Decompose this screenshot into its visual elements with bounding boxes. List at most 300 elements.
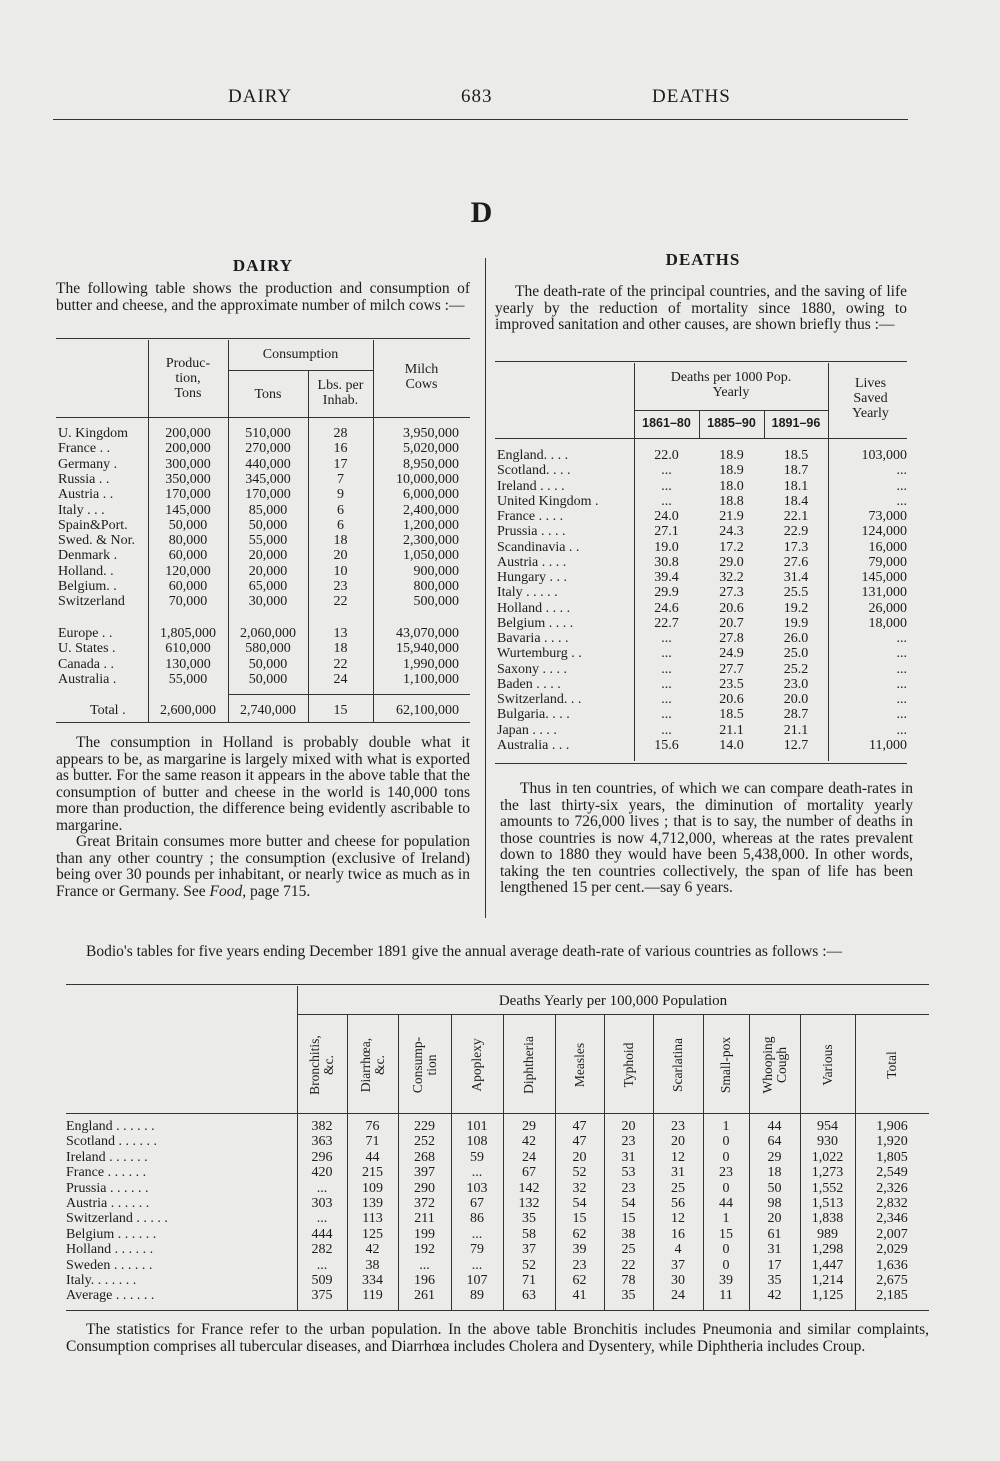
dairy-total-production: 2,600,000: [160, 703, 216, 718]
dairy-row: [56, 472, 470, 487]
bodio-cell-value: 296: [311, 1149, 333, 1165]
bodio-cell-value: 1,273: [811, 1165, 844, 1181]
bodio-cell-value: 989: [817, 1226, 838, 1242]
bodio-col-header: Consump- tion: [409, 1036, 439, 1094]
deaths-subhead-rule: [634, 410, 828, 411]
bodio-cell-value: 17: [767, 1257, 782, 1273]
bodio-cell-value: 2,185: [876, 1288, 908, 1304]
deaths-cell-saved: 79,000: [868, 554, 907, 570]
dairy-cell-production: 60,000: [168, 548, 208, 564]
bodio-cell-country: Scotland . . . . . .: [66, 1134, 157, 1150]
bodio-cell-value: 11: [719, 1288, 733, 1304]
bodio-col-header: Various: [819, 1044, 835, 1086]
deaths-cell-p3: 21.1: [783, 722, 809, 738]
deaths-title: DEATHS: [665, 250, 741, 269]
dairy-cell-lbs: 10: [333, 563, 348, 579]
deaths-cell-p3: 22.1: [783, 509, 809, 524]
bodio-cell-value: 107: [466, 1273, 488, 1288]
bodio-cell-country: Switzerland . . . . .: [66, 1211, 168, 1227]
bodio-cell-value: 39: [719, 1273, 733, 1288]
deaths-cell-p2: 29.0: [719, 554, 744, 570]
bodio-cell-value: 35: [767, 1273, 782, 1288]
bodio-cell-value: 444: [311, 1226, 333, 1242]
dairy-cell-country: Europe . .: [58, 626, 113, 641]
bodio-col-header: Apoplexy: [469, 1038, 484, 1092]
bodio-cell-country: Average . . . . . .: [66, 1288, 155, 1304]
bodio-cell-value: 2,549: [876, 1165, 908, 1181]
dairy-cell-lbs: 16: [333, 441, 348, 457]
bodio-cell-value: 29: [767, 1149, 782, 1165]
column-divider: [485, 258, 486, 918]
bodio-cell-value: 954: [817, 1119, 838, 1134]
deaths-cell-p3: 22.9: [783, 524, 809, 540]
deaths-cell-country: Australia . . .: [497, 737, 570, 753]
dairy-head-cows: Milch Cows: [404, 362, 439, 392]
dairy-cell-country: Spain&Port.: [58, 517, 128, 533]
dairy-para-2-page: page 715.: [246, 882, 311, 900]
dairy-head-bottom-rule: [56, 417, 470, 418]
dairy-cell-tons: 270,000: [245, 441, 291, 457]
deaths-row: [495, 570, 907, 585]
deaths-row: [495, 631, 907, 646]
dairy-head-lbs: Lbs. per Inhab.: [317, 378, 364, 408]
deaths-row: [495, 555, 907, 570]
bodio-intro: Bodio's tables for five years ending December 1891 give the annual average death-rate of various countries as follows :—: [86, 943, 843, 960]
dairy-cell-cows: 900,000: [413, 563, 459, 579]
deaths-cell-country: Austria . . . .: [497, 554, 567, 570]
deaths-cell-p3: 18.1: [783, 478, 809, 494]
deaths-cell-p2: 23.5: [719, 676, 744, 692]
bodio-cell-value: 1,636: [876, 1257, 908, 1273]
dairy-cell-country: Switzerland: [58, 594, 125, 610]
bodio-cell-value: 2,326: [876, 1180, 908, 1196]
dairy-cell-tons: 510,000: [245, 426, 291, 441]
bodio-cell-value: 20: [767, 1211, 782, 1227]
dairy-subhead-rule: [228, 370, 373, 371]
bodio-cell-value: 53: [621, 1165, 636, 1181]
bodio-row: [0, 1134, 1000, 1149]
bodio-cell-value: 12: [671, 1149, 685, 1165]
deaths-cell-p1: 24.6: [654, 600, 679, 616]
bodio-cell-value: ...: [471, 1165, 483, 1181]
bodio-cell-value: 199: [414, 1226, 435, 1242]
deaths-cell-p3: 17.3: [783, 539, 809, 555]
deaths-cell-p3: 25.5: [783, 585, 809, 601]
dairy-cell-production: 70,000: [168, 594, 208, 610]
bodio-cell-country: Ireland . . . . . .: [66, 1149, 148, 1165]
deaths-cell-country: Japan . . . .: [497, 722, 557, 738]
deaths-cell-p2: 32.2: [719, 570, 744, 585]
bodio-cell-value: 52: [572, 1165, 587, 1181]
bodio-cell-value: 16: [671, 1226, 685, 1242]
deaths-cell-p1: 15.6: [654, 737, 679, 753]
deaths-cell-p2: 20.7: [719, 615, 744, 631]
dairy-cell-lbs: 6: [337, 517, 344, 533]
dairy-cell-tons: 30,000: [248, 594, 288, 610]
dairy-row: [56, 626, 470, 641]
deaths-cell-p1: 19.0: [654, 539, 679, 555]
dairy-cell-country: Russia . .: [58, 471, 110, 487]
deaths-row: [495, 463, 907, 478]
bodio-cell-value: 196: [414, 1273, 435, 1288]
bodio-cell-value: 29: [522, 1119, 536, 1134]
deaths-cell-p1: ...: [661, 646, 672, 662]
deaths-row: [495, 692, 907, 707]
deaths-cell-p1: ...: [661, 676, 672, 692]
bodio-cell-value: 125: [362, 1226, 383, 1242]
dairy-cell-production: 300,000: [165, 456, 211, 472]
deaths-para: Thus in ten countries, of which we can compare death-rates in the last thirty-six years, the diminution of mortality yearly amounts to 726,000 lives ; that is to say, the number of deaths in those countries is now 4,712,000, whereas at the rates prevalent down to 1880 they would have been 5,438,000. In other words, taking the ten countries collectively, the span of life has been lengthened 15 per cent.—say 6 years.: [500, 780, 913, 896]
deaths-cell-p1: ...: [661, 661, 672, 677]
deaths-head-saved: Lives Saved Yearly: [852, 376, 889, 421]
dairy-head-production: Produc- tion, Tons: [165, 356, 211, 401]
bodio-cell-value: 397: [414, 1165, 435, 1181]
bodio-cell-value: 47: [572, 1134, 587, 1150]
bodio-cell-value: ...: [316, 1257, 328, 1273]
deaths-cell-p1: 39.4: [654, 570, 679, 585]
bodio-cell-value: 382: [311, 1119, 333, 1134]
bodio-col-header: Small-pox: [718, 1036, 733, 1094]
bodio-cell-value: 98: [767, 1196, 782, 1211]
deaths-cell-p3: 28.7: [783, 707, 809, 723]
deaths-row: [495, 479, 907, 494]
bodio-col-header: Diarrhœa, &c.: [357, 1037, 387, 1093]
dairy-head-consumption: Consumption: [262, 347, 339, 362]
deaths-cell-saved: 131,000: [861, 585, 907, 601]
bodio-cell-value: 12: [671, 1211, 685, 1227]
bodio-cell-value: 52: [522, 1257, 536, 1273]
bodio-cell-value: 261: [414, 1288, 435, 1304]
deaths-row: [495, 677, 907, 692]
deaths-cell-p1: ...: [661, 707, 672, 723]
bodio-cell-value: ...: [419, 1257, 430, 1273]
bodio-cell-value: 20: [621, 1119, 636, 1134]
deaths-head-1861: 1861–80: [642, 416, 691, 430]
dairy-cell-tons: 85,000: [248, 502, 288, 518]
page-number: 683: [461, 86, 493, 107]
bodio-cell-value: 119: [362, 1288, 383, 1304]
bodio-cell-value: 113: [362, 1211, 383, 1227]
dairy-total-country: Total .: [90, 703, 126, 718]
bodio-cell-value: 35: [621, 1288, 636, 1304]
bodio-cell-value: 24: [522, 1149, 536, 1165]
bodio-cell-value: 67: [470, 1196, 484, 1211]
deaths-cell-country: Switzerland. . .: [497, 692, 582, 707]
bodio-cell-country: Holland . . . . . .: [66, 1242, 154, 1258]
deaths-cell-p1: 29.9: [654, 585, 679, 601]
dairy-cell-production: 170,000: [165, 487, 211, 503]
bodio-cell-value: 1,022: [811, 1149, 844, 1165]
dairy-cell-lbs: 20: [333, 548, 348, 564]
dairy-cell-lbs: 18: [333, 641, 348, 657]
bodio-cell-value: 1,805: [876, 1149, 908, 1165]
dairy-row: [56, 487, 470, 502]
dairy-cell-country: France . .: [58, 441, 111, 457]
deaths-cell-p2: 18.0: [719, 478, 744, 494]
bodio-cell-value: 334: [362, 1273, 383, 1288]
dairy-cell-country: U. Kingdom: [58, 426, 128, 441]
dairy-cell-cows: 1,200,000: [403, 517, 459, 533]
deaths-head-group: Deaths per 1000 Pop. Yearly: [670, 370, 792, 400]
dairy-table-bottom-rule: [56, 722, 470, 723]
dairy-cell-cows: 500,000: [413, 594, 459, 610]
dairy-head-tons: Tons: [254, 387, 282, 402]
running-header-right: DEATHS: [652, 86, 731, 107]
bodio-cell-value: 192: [414, 1242, 435, 1258]
dairy-cell-country: Denmark .: [58, 548, 118, 564]
bodio-cell-value: 54: [621, 1196, 636, 1211]
deaths-cell-p2: 18.8: [719, 493, 744, 509]
dairy-cell-country: U. States .: [58, 641, 116, 657]
dairy-cell-production: 130,000: [165, 656, 211, 672]
dairy-row: [56, 579, 470, 594]
deaths-cell-country: Prussia . . . .: [497, 524, 566, 540]
bodio-cell-value: 282: [311, 1242, 333, 1258]
bodio-cell-value: 1,447: [811, 1257, 844, 1273]
deaths-row: [495, 707, 907, 722]
deaths-cell-country: Scotland. . . .: [497, 463, 571, 479]
bodio-cell-value: 0: [722, 1257, 730, 1273]
dairy-row: [56, 441, 470, 456]
deaths-cell-saved: ...: [896, 707, 907, 723]
dairy-row: [56, 518, 470, 533]
bodio-cell-value: 32: [572, 1180, 587, 1196]
bodio-cell-value: 20: [572, 1149, 587, 1165]
dairy-cell-lbs: 6: [337, 502, 344, 518]
dairy-total-rule: [228, 694, 470, 695]
bodio-cell-value: 2,029: [876, 1242, 908, 1258]
dairy-para-2: [56, 834, 470, 900]
bodio-cell-value: 108: [466, 1134, 488, 1150]
dairy-cell-lbs: 23: [333, 579, 348, 594]
deaths-cell-saved: 11,000: [869, 737, 907, 753]
deaths-cell-saved: ...: [896, 676, 907, 692]
deaths-cell-p2: 17.2: [719, 539, 744, 555]
bodio-cell-value: 42: [365, 1242, 380, 1258]
bodio-cell-value: 290: [414, 1180, 435, 1196]
running-header-left: DAIRY: [228, 86, 293, 107]
bodio-cell-value: 30: [671, 1273, 685, 1288]
deaths-cell-saved: 16,000: [868, 539, 907, 555]
deaths-row: [495, 494, 907, 509]
bodio-cell-value: 44: [767, 1119, 782, 1134]
bodio-cell-value: 78: [621, 1273, 636, 1288]
deaths-cell-country: Ireland . . . .: [497, 478, 565, 494]
bodio-cell-value: 211: [414, 1211, 435, 1227]
dairy-cell-tons: 440,000: [245, 456, 291, 472]
deaths-cell-p3: 25.0: [783, 646, 809, 662]
bodio-row: [0, 1211, 1000, 1226]
bodio-col-header: Scarlatina: [670, 1038, 685, 1092]
deaths-cell-country: Wurtemburg . .: [497, 646, 582, 662]
dairy-cell-country: Swed. & Nor.: [58, 533, 135, 549]
deaths-cell-p3: 19.2: [783, 600, 809, 616]
bodio-row: [0, 1119, 1000, 1134]
dairy-cell-cows: 1,990,000: [403, 656, 459, 672]
bodio-cell-value: 23: [621, 1134, 636, 1150]
bodio-cell-value: 0: [722, 1242, 730, 1258]
dairy-para-1: The consumption in Holland is probably double what it appears to be, as margarine is largely mixed with what is exported as butter. For the same reason it appears in the above table that the consumption of butter and cheese in the world is 140,000 tons more than production, the difference being evidently ascribable to margarine.: [56, 734, 470, 834]
bodio-cell-value: ...: [471, 1257, 483, 1273]
bodio-cell-value: ...: [316, 1180, 328, 1196]
deaths-cell-p3: 19.9: [783, 615, 809, 631]
deaths-cell-country: Scandinavia . .: [497, 539, 580, 555]
deaths-cell-p3: 12.7: [783, 737, 809, 753]
deaths-cell-country: United Kingdom .: [497, 493, 599, 509]
dairy-cell-cows: 1,100,000: [403, 671, 459, 687]
bodio-row: [0, 1258, 1000, 1273]
bodio-row: [0, 1242, 1000, 1257]
section-letter: D: [470, 196, 493, 229]
deaths-table-bottom-rule: [495, 763, 907, 764]
deaths-cell-p2: 21.1: [719, 722, 744, 738]
dairy-total-tons: 2,740,000: [240, 703, 296, 718]
dairy-cell-production: 50,000: [168, 517, 208, 533]
bodio-cell-country: Italy. . . . . . .: [66, 1273, 137, 1288]
bodio-cell-value: 0: [722, 1134, 730, 1150]
deaths-cell-p2: 21.9: [719, 509, 744, 524]
bodio-cell-value: 42: [767, 1288, 782, 1304]
dairy-cell-lbs: 7: [337, 471, 344, 487]
dairy-cell-production: 610,000: [165, 641, 211, 657]
bodio-cell-value: 71: [365, 1134, 380, 1150]
deaths-cell-saved: ...: [896, 646, 907, 662]
bodio-cell-value: 1,920: [876, 1134, 908, 1150]
deaths-row: [495, 509, 907, 524]
deaths-cell-p3: 26.0: [783, 631, 809, 646]
bodio-cell-value: 15: [572, 1211, 587, 1227]
deaths-cell-country: Baden . . . .: [497, 676, 561, 692]
bodio-cell-value: 101: [466, 1119, 488, 1134]
bodio-cell-value: 509: [311, 1273, 333, 1288]
bodio-cell-value: 372: [414, 1196, 435, 1211]
bodio-cell-value: 39: [572, 1242, 587, 1258]
deaths-cell-country: Bulgaria. . . .: [497, 707, 570, 723]
deaths-head-bottom-rule: [495, 438, 907, 439]
dairy-cell-production: 55,000: [168, 671, 208, 687]
bodio-cell-value: 2,675: [876, 1273, 908, 1288]
bodio-cell-value: 1: [722, 1119, 730, 1134]
bodio-cell-value: 23: [572, 1257, 587, 1273]
deaths-cell-saved: ...: [896, 631, 907, 646]
bodio-group-header: Deaths Yearly per 100,000 Population: [498, 993, 728, 1009]
bodio-col-header: Diphtheria: [521, 1036, 536, 1094]
dairy-cell-tons: 345,000: [245, 471, 291, 487]
bodio-cell-value: 15: [621, 1211, 636, 1227]
bodio-row: [0, 1196, 1000, 1211]
bodio-cell-value: 62: [572, 1273, 587, 1288]
dairy-cell-cows: 2,300,000: [403, 533, 459, 549]
dairy-cell-lbs: 18: [333, 533, 348, 549]
deaths-cell-saved: ...: [896, 661, 907, 677]
bodio-cell-value: 2,346: [876, 1211, 908, 1227]
dairy-cell-tons: 50,000: [248, 671, 288, 687]
bodio-cell-value: 22: [621, 1257, 636, 1273]
bodio-cell-value: 103: [466, 1180, 488, 1196]
bodio-cell-value: 41: [572, 1288, 587, 1304]
bodio-cell-value: 215: [362, 1165, 383, 1181]
bodio-row: [0, 1288, 1000, 1303]
bodio-cell-value: 1: [722, 1211, 730, 1227]
deaths-cell-p1: 27.1: [654, 524, 679, 540]
dairy-cell-cows: 1,050,000: [403, 548, 459, 564]
dairy-cell-tons: 50,000: [248, 517, 288, 533]
dairy-cell-tons: 20,000: [248, 548, 288, 564]
deaths-cell-saved: 145,000: [861, 570, 907, 585]
bodio-cell-value: 252: [414, 1134, 435, 1150]
deaths-row: [495, 723, 907, 738]
deaths-cell-country: Belgium . . . .: [497, 615, 574, 631]
deaths-cell-p3: 23.0: [783, 676, 809, 692]
deaths-cell-p2: 20.6: [719, 692, 744, 707]
bodio-col-header: Total: [884, 1051, 899, 1079]
dairy-cell-production: 80,000: [168, 533, 208, 549]
bodio-col-header: Typhoid: [620, 1042, 636, 1088]
dairy-intro: The following table shows the production and consumption of butter and cheese, and the approximate number of milch cows :—: [56, 280, 470, 314]
bodio-cell-value: 1,552: [811, 1180, 844, 1196]
bodio-cell-value: 37: [522, 1242, 536, 1258]
deaths-cell-p3: 18.5: [783, 448, 809, 463]
bodio-cell-value: 86: [470, 1211, 484, 1227]
bodio-cell-value: 42: [522, 1134, 536, 1150]
bodio-cell-value: 0: [722, 1180, 730, 1196]
deaths-head-1891: 1891–96: [771, 416, 821, 430]
bodio-col-header: Measles: [571, 1042, 587, 1088]
bodio-row: [0, 1165, 1000, 1180]
header-rule: [53, 119, 908, 120]
bodio-cell-value: 1,125: [811, 1288, 844, 1304]
deaths-cell-saved: 103,000: [861, 448, 907, 463]
deaths-head-1885: 1885–90: [707, 416, 756, 430]
deaths-cell-saved: ...: [896, 463, 907, 479]
dairy-cell-country: Australia .: [58, 671, 117, 687]
deaths-row: [495, 646, 907, 661]
dairy-cell-lbs: 17: [333, 456, 348, 472]
deaths-cell-country: England. . . .: [497, 448, 569, 463]
dairy-cell-cows: 5,020,000: [403, 441, 459, 457]
dairy-cell-cows: 8,950,000: [403, 456, 459, 472]
bodio-cell-country: Belgium . . . . . .: [66, 1226, 157, 1242]
deaths-cell-saved: 124,000: [861, 524, 907, 540]
dairy-cell-cows: 10,000,000: [396, 471, 459, 487]
dairy-row: [56, 564, 470, 579]
deaths-row: [495, 601, 907, 616]
deaths-cell-saved: 18,000: [868, 615, 907, 631]
dairy-cell-cows: 2,400,000: [403, 502, 459, 518]
deaths-cell-p1: 30.8: [654, 554, 679, 570]
bodio-cell-value: 18: [767, 1165, 782, 1181]
dairy-cell-production: 60,000: [168, 579, 208, 594]
dairy-cell-country: Austria . .: [58, 487, 114, 503]
bodio-cell-value: 54: [572, 1196, 587, 1211]
deaths-row: [495, 616, 907, 631]
bodio-cell-value: 47: [572, 1119, 587, 1134]
dairy-cell-cows: 15,940,000: [396, 641, 459, 657]
bodio-cell-value: 25: [671, 1180, 685, 1196]
deaths-cell-p2: 24.9: [719, 646, 744, 662]
bodio-cell-value: 38: [621, 1226, 636, 1242]
bodio-col-header: Whooping Cough: [759, 1036, 789, 1094]
dairy-para-2-ref: Food,: [209, 882, 247, 900]
bodio-cell-value: 303: [311, 1196, 333, 1211]
deaths-cell-p3: 18.7: [783, 463, 809, 479]
dairy-cell-production: 145,000: [165, 502, 211, 518]
deaths-intro: The death-rate of the principal countries, and the saving of life yearly by the reduction of mortality since 1880, owing to improved sanitation and other causes, are shown briefly thus :—: [495, 283, 907, 333]
dairy-cell-tons: 170,000: [245, 487, 291, 503]
bodio-note: The statistics for France refer to the urban population. In the above table Bronchitis includes Pneumonia and similar complaints, Consumption comprises all tubercular diseases, and Diarrhœa includes Cholera and Dysentery, while Diphtheria includes Croup.: [66, 1321, 929, 1355]
bodio-cell-country: Prussia . . . . . .: [66, 1180, 149, 1196]
deaths-cell-p2: 20.6: [719, 600, 744, 616]
